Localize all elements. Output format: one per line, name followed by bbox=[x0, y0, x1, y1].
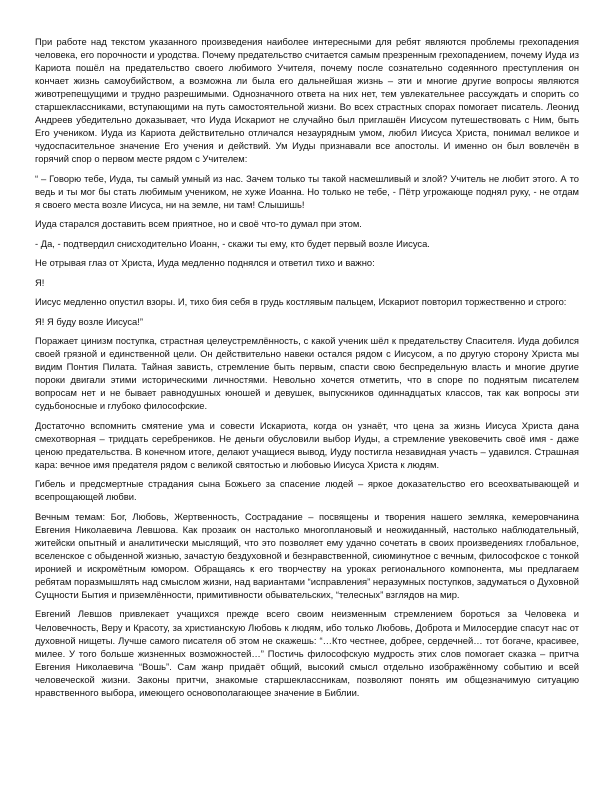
paragraph-cynicism: Поражает цинизм поступка, страстная целеустремлённость, с какой ученик шёл к предательству Спасителя. Иуда добился своей грязной и единственной цели. Он действительно навеки остался рядом с Иисусом, а по другую сторону Христа мы видим Понтия Пилата. Тайная зависть, стремление быть первым, спасти свою беспредельную власть и многие другие пороки двигали этими историческими личностями. Невольно хочется отметить, что в споре по поднятым писателем вопросам нет и не бывает равнодушных юношей и девушек, выпускников одиннадцатых классов, так как вопросы эти судьбоносные и глубоко философские. bbox=[35, 335, 579, 412]
paragraph-levshov: Евгений Левшов привлекает учащихся прежде всего своим неизменным стремлением бороться за Человека и Человечность, Веру и Красоту, за христианскую Любовь к людям, ибо только Любовь, Доброта и Милосердие спасут нас от духовной нищеты. Лучше самого писателя об этом не скажешь: “…Кто честнее, добрее, сердечней… тот богаче, красивее, милее. У того больше жизненных возможностей…” Постичь философскую мудрость этих слов помогает сказка – притча Евгения Николаевича “Вошь”. Сам жанр придаёт общий, высокий смысл отдельно изображённому событию и всей человеческой жизни. Законы притчи, знакомые старшеклассникам, позволяют понять им общезначимую ситуацию нравственного выбора, имеющего основополагающее значение в Библии. bbox=[35, 608, 579, 698]
paragraph-judas-i: Я! bbox=[35, 276, 45, 288]
paragraph-quote-peter: “ – Говорю тебе, Иуда, ты самый умный из нас. Зачем только ты такой насмешливый и злой? Учитель не любит этого. А то ведь и ты мог бы стать любимым учеником, не хуже Иоанна. Но только не тебе, - Пётр угрожающе поднял руку, - не отдам я своего места возле Иисуса, ни на земле, ни там! Слышишь! bbox=[35, 172, 579, 210]
paragraph-death-of-son: Гибель и предсмертные страдания сына Божьего за спасение людей – яркое доказательство его всеохватывающей и всепрощающей любви. bbox=[35, 478, 579, 503]
paragraph-judas-repeat: Я! Я буду возле Иисуса!” bbox=[35, 315, 143, 327]
paragraph-intro: При работе над текстом указанного произведения наиболее интересными для ребят являются проблемы грехопадения человека, его порочности и уродства. Почему предательство считается самым презренным грехопадением, почему Иуда из Кариота пошёл на предательство своего любимого Учителя, почему после сознательно содеянного преступления он кончает жизнь самоубийством, а возможна ли была его дальнейшая жизнь – эти и многие другие вопросы являются животрепещущими и трудно разрешимыми. Однозначного ответа на них нет, тем увлекательнее рассуждать и спорить со старшеклассниками, вступающими на путь самостоятельной жизни. Во всех страстных спорах помогает писатель. Леонид Андреев убедительно доказывает, что Иуда Искариот не случайно был приглашён Иисусом путешествовать с Ним, быть Его учеником. Иуда из Кариота действительно отличался незаурядным умом, любил Иисуса Христа, понимал великое и чудоспасительное значение Его учения и действий. Ум Иуды признавали все апостолы. И именно он был вовлечён в горячий спор о первом месте рядом с Учителем: bbox=[35, 36, 579, 165]
paragraph-eternal-themes: Вечным темам: Бог, Любовь, Жертвенность, Сострадание – посвящены и творения нашего земляка, кемеровчанина Евгения Николаевича Левшова. Как прозаик он настолько многоплановый и неожиданный, настолько наблюдательный, житейски опытный и аналитически мыслящий, что это позволяет ему удачно сочетать в своих произведениях глобальное, вселенское с обыденной жизнью, зачастую бездуховной и безнравственной, сиюминутное с вечным, философское с тонкой иронией и искромётным юмором. Обращаясь к его творчеству на уроках регионального компонента, мы предлагаем ребятам поразмышлять над смыслом жизни, над вариантами “исправления” неразумных поступков, задуматься о Духовной Сущности Бытия и приземлённости, примитивности обывательских, “телесных” взглядов на мир. bbox=[35, 510, 579, 601]
paragraph-jesus-lowers-eyes: Иисус медленно опустил взоры. И, тихо бия себя в грудь костлявым пальцем, Искариот повторил торжественно и строго: bbox=[35, 296, 567, 308]
paragraph-john-reply: - Да, - подтвердил снисходительно Иоанн, - скажи ты ему, кто будет первый возле Иисуса. bbox=[35, 237, 430, 249]
document-body bbox=[35, 35, 579, 705]
paragraph-judas-rising: Не отрывая глаз от Христа, Иуда медленно поднялся и ответил тихо и важно: bbox=[35, 257, 375, 269]
paragraph-judas-pleasing: Иуда старался доставить всем приятное, но и своё что-то думал при этом. bbox=[35, 218, 362, 230]
paragraph-thirty-pieces: Достаточно вспомнить смятение ума и совести Искариота, когда он узнаёт, что цена за жизнь Иисуса Христа дана смехотворная – тридцать серебреников. Не деньги обусловили выбор Иуды, а стремление увековечить своё имя - даже ценою предательства. В конечном итоге, делают учащиеся вывод, Иуду постигла незавидная участь – удавился. Страшная кара: вечное имя предателя рядом с великой святостью и любовью Иисуса Христа к людям. bbox=[35, 419, 579, 470]
